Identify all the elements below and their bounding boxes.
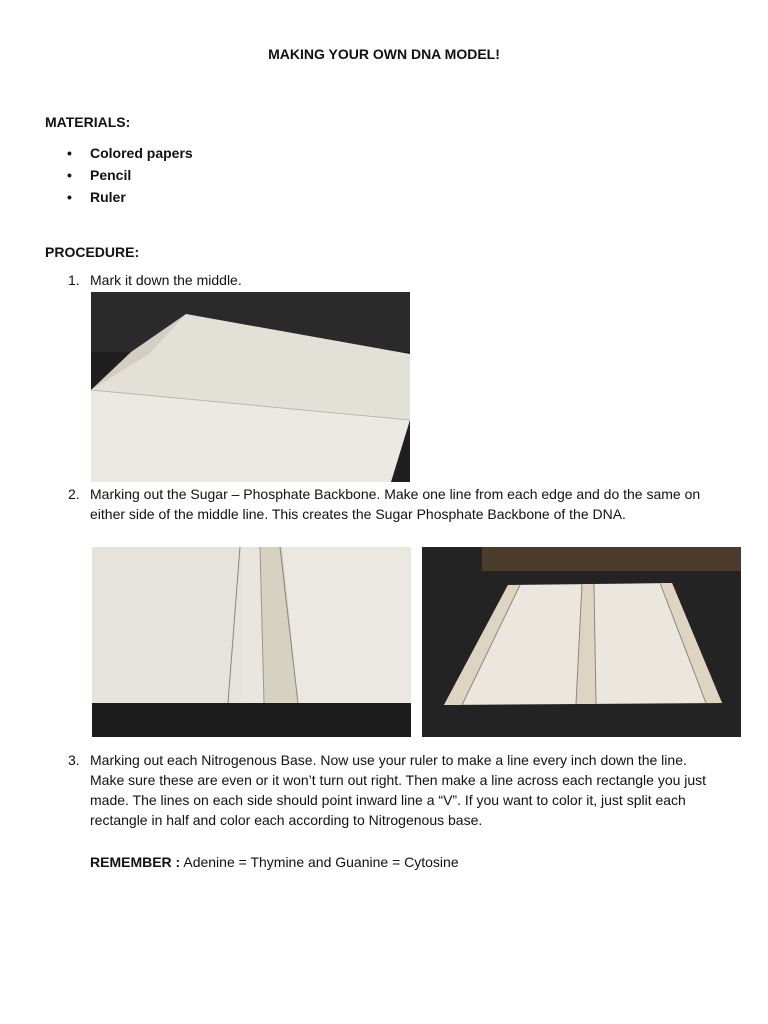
list-item: • Ruler <box>45 186 193 208</box>
step-number: 3. <box>68 752 80 768</box>
step-number: 2. <box>68 486 80 502</box>
step-text: Marking out the Sugar – Phosphate Backbone. Make one line from each edge and do the same on either side of the middle line. This creates the Sugar Phosphate Backbone of the DNA. <box>90 486 701 522</box>
folded-paper-photo <box>91 292 410 482</box>
backbone-lines-full-photo <box>422 547 741 737</box>
backbone-lines-closeup-photo <box>92 547 411 737</box>
procedure-heading: PROCEDURE: <box>45 244 140 260</box>
remember-label: REMEMBER : <box>90 854 181 870</box>
step-text: Mark it down the middle. <box>90 272 242 288</box>
remember-note <box>90 852 459 872</box>
page-title: MAKING YOUR OWN DNA MODEL! <box>268 46 500 62</box>
step-number: 1. <box>68 272 80 288</box>
list-item: • Pencil <box>45 164 193 186</box>
materials-list <box>45 142 193 208</box>
remember-text: Adenine = Thymine and Guanine = Cytosine <box>183 854 459 870</box>
step-text: Marking out each Nitrogenous Base. Now use your ruler to make a line every inch down the line. Make sure these are even or it won’t turn out right. Then make a line across each rectangle you just made. The lines on each side should point inward line a “V”. If you want to color it, just split each rectangle in half and color each according to Nitrogenous base. <box>90 752 707 828</box>
materials-heading: MATERIALS: <box>45 114 131 130</box>
list-item: • Colored papers <box>45 142 193 164</box>
